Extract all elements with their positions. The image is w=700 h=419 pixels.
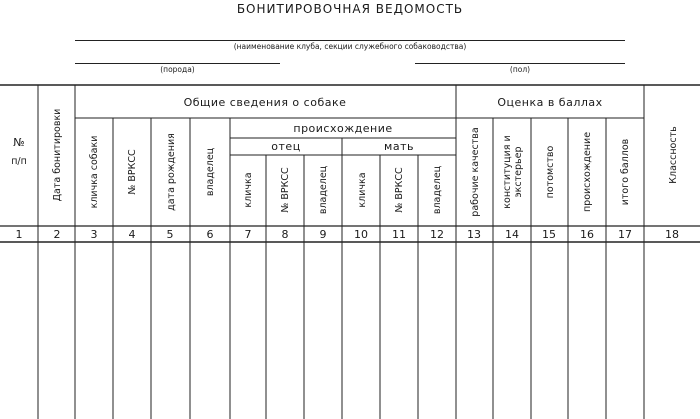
owner-header: владелец bbox=[205, 147, 216, 197]
column-number-3: 3 bbox=[90, 228, 98, 241]
row-number-label: п/п bbox=[11, 156, 27, 167]
column-number-7: 7 bbox=[244, 228, 252, 241]
row-number-symbol: № bbox=[13, 136, 25, 149]
column-number-12: 12 bbox=[430, 228, 444, 241]
father-header: отец bbox=[271, 140, 301, 153]
form-title: БОНИТИРОВОЧНАЯ ВЕДОМОСТЬ bbox=[236, 2, 464, 16]
father-owner-header: владелец bbox=[318, 165, 329, 215]
table-grid bbox=[0, 85, 700, 419]
general-info-header: Общие сведения о собаке bbox=[183, 96, 347, 109]
sex-caption: (пол) bbox=[509, 65, 531, 74]
birth-date-header: дата рождения bbox=[166, 133, 177, 211]
column-number-6: 6 bbox=[206, 228, 214, 241]
column-number-14: 14 bbox=[505, 228, 519, 241]
column-number-17: 17 bbox=[618, 228, 632, 241]
column-number-11: 11 bbox=[392, 228, 406, 241]
column-number-10: 10 bbox=[354, 228, 368, 241]
score-header: Оценка в баллах bbox=[497, 96, 603, 109]
working-qualities-header: рабочие качества bbox=[470, 127, 481, 217]
column-number-8: 8 bbox=[281, 228, 289, 241]
column-number-row bbox=[16, 228, 680, 241]
dog-name-header: кличка собаки bbox=[89, 135, 100, 209]
constitution-header-line2: экстерьер bbox=[513, 146, 524, 198]
date-header: Дата бонитировки bbox=[52, 108, 63, 202]
father-name-header: кличка bbox=[243, 172, 254, 208]
constitution-header-line1: конституция и bbox=[502, 135, 513, 209]
mother-name-header: кличка bbox=[357, 172, 368, 208]
origin-score-header: происхождение bbox=[582, 131, 593, 213]
breed-caption: (порода) bbox=[160, 65, 195, 74]
offspring-header: потомство bbox=[545, 145, 556, 199]
father-vrkss-header: № ВРКСС bbox=[280, 167, 291, 213]
origin-header: происхождение bbox=[293, 122, 393, 135]
class-header: Классность bbox=[668, 126, 679, 184]
column-number-16: 16 bbox=[580, 228, 594, 241]
column-number-4: 4 bbox=[128, 228, 136, 241]
vrkss-header: № ВРКСС bbox=[127, 149, 138, 195]
column-number-13: 13 bbox=[467, 228, 481, 241]
mother-header: мать bbox=[384, 140, 414, 153]
mother-owner-header: владелец bbox=[432, 165, 443, 215]
total-score-header: итого баллов bbox=[620, 138, 631, 206]
club-name-caption: (наименование клуба, секции служебного собаководства) bbox=[233, 42, 467, 51]
column-number-1: 1 bbox=[15, 228, 23, 241]
column-number-2: 2 bbox=[53, 228, 61, 241]
column-number-5: 5 bbox=[166, 228, 174, 241]
column-number-15: 15 bbox=[542, 228, 556, 241]
mother-vrkss-header: № ВРКСС bbox=[394, 167, 405, 213]
column-number-9: 9 bbox=[319, 228, 327, 241]
column-number-18: 18 bbox=[665, 228, 679, 241]
